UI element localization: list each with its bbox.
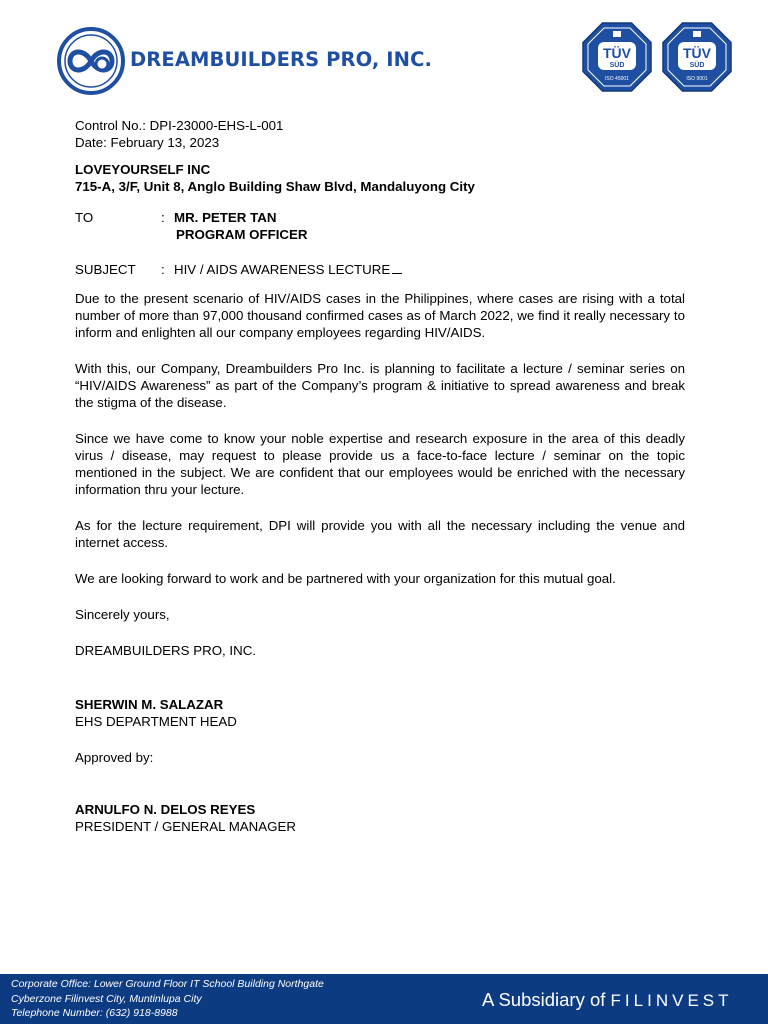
signatory-1-title: EHS DEPARTMENT HEAD: [75, 714, 237, 729]
signatory-2-name: ARNULFO N. DELOS REYES: [75, 802, 256, 817]
cert-sub-text: SÜD: [609, 62, 625, 69]
recipient-title: PROGRAM OFFICER: [176, 227, 308, 242]
parent-brand: FILINVEST: [610, 991, 733, 1010]
to-line: [75, 209, 685, 226]
cert-sub-text: SÜD: [689, 62, 705, 69]
letterhead: [0, 0, 768, 110]
tuv-sud-iso-45001-seal-icon: [582, 22, 652, 92]
body-paragraph-2: With this, our Company, Dreambuilders Pro Inc. is planning to facilitate a lecture / seminar series on “HIV/AIDS Awareness” as part of the Company’s program & initiative to spread awareness and break the stigma of the disease.: [75, 361, 685, 410]
footer-address-line-3: Telephone Number: (632) 918-8988: [11, 1007, 178, 1019]
closing: Sincerely yours,: [75, 607, 170, 622]
recipient-organization: LOVEYOURSELF INC: [75, 162, 211, 177]
company-name: DREAMBUILDERS PRO, INC.: [130, 48, 432, 71]
subject-value: HIV / AIDS AWARENESS LECTURE: [174, 262, 391, 277]
signatory-1-name: SHERWIN M. SALAZAR: [75, 697, 224, 712]
footer-address-line-2: Cyberzone Filinvest City, Muntinlupa City: [11, 992, 202, 1005]
subject-text: [174, 261, 402, 278]
subsidiary-statement: [482, 989, 733, 1011]
signatory-2-title: PRESIDENT / GENERAL MANAGER: [75, 819, 296, 834]
to-title-line: [75, 226, 685, 243]
control-number: Control No.: DPI-23000-EHS-L-001: [75, 118, 284, 133]
recipient-address: 715-A, 3/F, Unit 8, Anglo Building Shaw Blvd, Mandaluyong City: [75, 179, 475, 194]
cert-mark-text: TÜV: [603, 45, 631, 61]
closing-company: DREAMBUILDERS PRO, INC.: [75, 643, 257, 658]
letter-footer: [0, 974, 768, 1024]
body-paragraph-3: Since we have come to know your noble expertise and research exposure in the area of this deadly virus / disease, may request to please provide us a face-to-face lecture / seminar on the topic mentioned in the subject. We are confident that our employees would be enriched with the necessary information thru your lecture.: [75, 431, 685, 497]
footer-address: [11, 977, 324, 1021]
body-paragraph-1: Due to the present scenario of HIV/AIDS cases in the Philippines, where cases are rising with a total number of more than 97,000 thousand confirmed cases as of March 2022, we find it really necessary to inform and enlighten all our company employees regarding HIV/AIDS.: [75, 291, 685, 340]
letter-body: [75, 117, 685, 835]
subject-label: SUBJECT: [75, 262, 136, 277]
approved-by-label: Approved by:: [75, 750, 154, 765]
tuv-sud-iso-9001-seal-icon: [662, 22, 732, 92]
company-logo-icon: [56, 26, 126, 96]
cert-mark-text: TÜV: [683, 45, 711, 61]
cert-standard-text: ISO 45001: [605, 76, 629, 82]
body-paragraph-4: As for the lecture requirement, DPI will provide you with all the necessary including the venue and internet access.: [75, 518, 685, 550]
subject-line: [75, 261, 685, 278]
footer-address-line-1: Corporate Office: Lower Ground Floor IT School Building Northgate: [11, 978, 324, 990]
recipient-name: MR. PETER TAN: [174, 210, 277, 225]
subsidiary-text: A Subsidiary of: [482, 989, 611, 1010]
to-colon: :: [161, 210, 165, 225]
subject-colon: :: [161, 262, 165, 277]
letter-date: Date: February 13, 2023: [75, 135, 220, 150]
cert-standard-text: ISO 9001: [686, 76, 708, 82]
to-label: TO: [75, 210, 94, 225]
body-paragraph-5: We are looking forward to work and be partnered with your organization for this mutual goal.: [75, 571, 616, 586]
subject-underline: [392, 261, 402, 274]
